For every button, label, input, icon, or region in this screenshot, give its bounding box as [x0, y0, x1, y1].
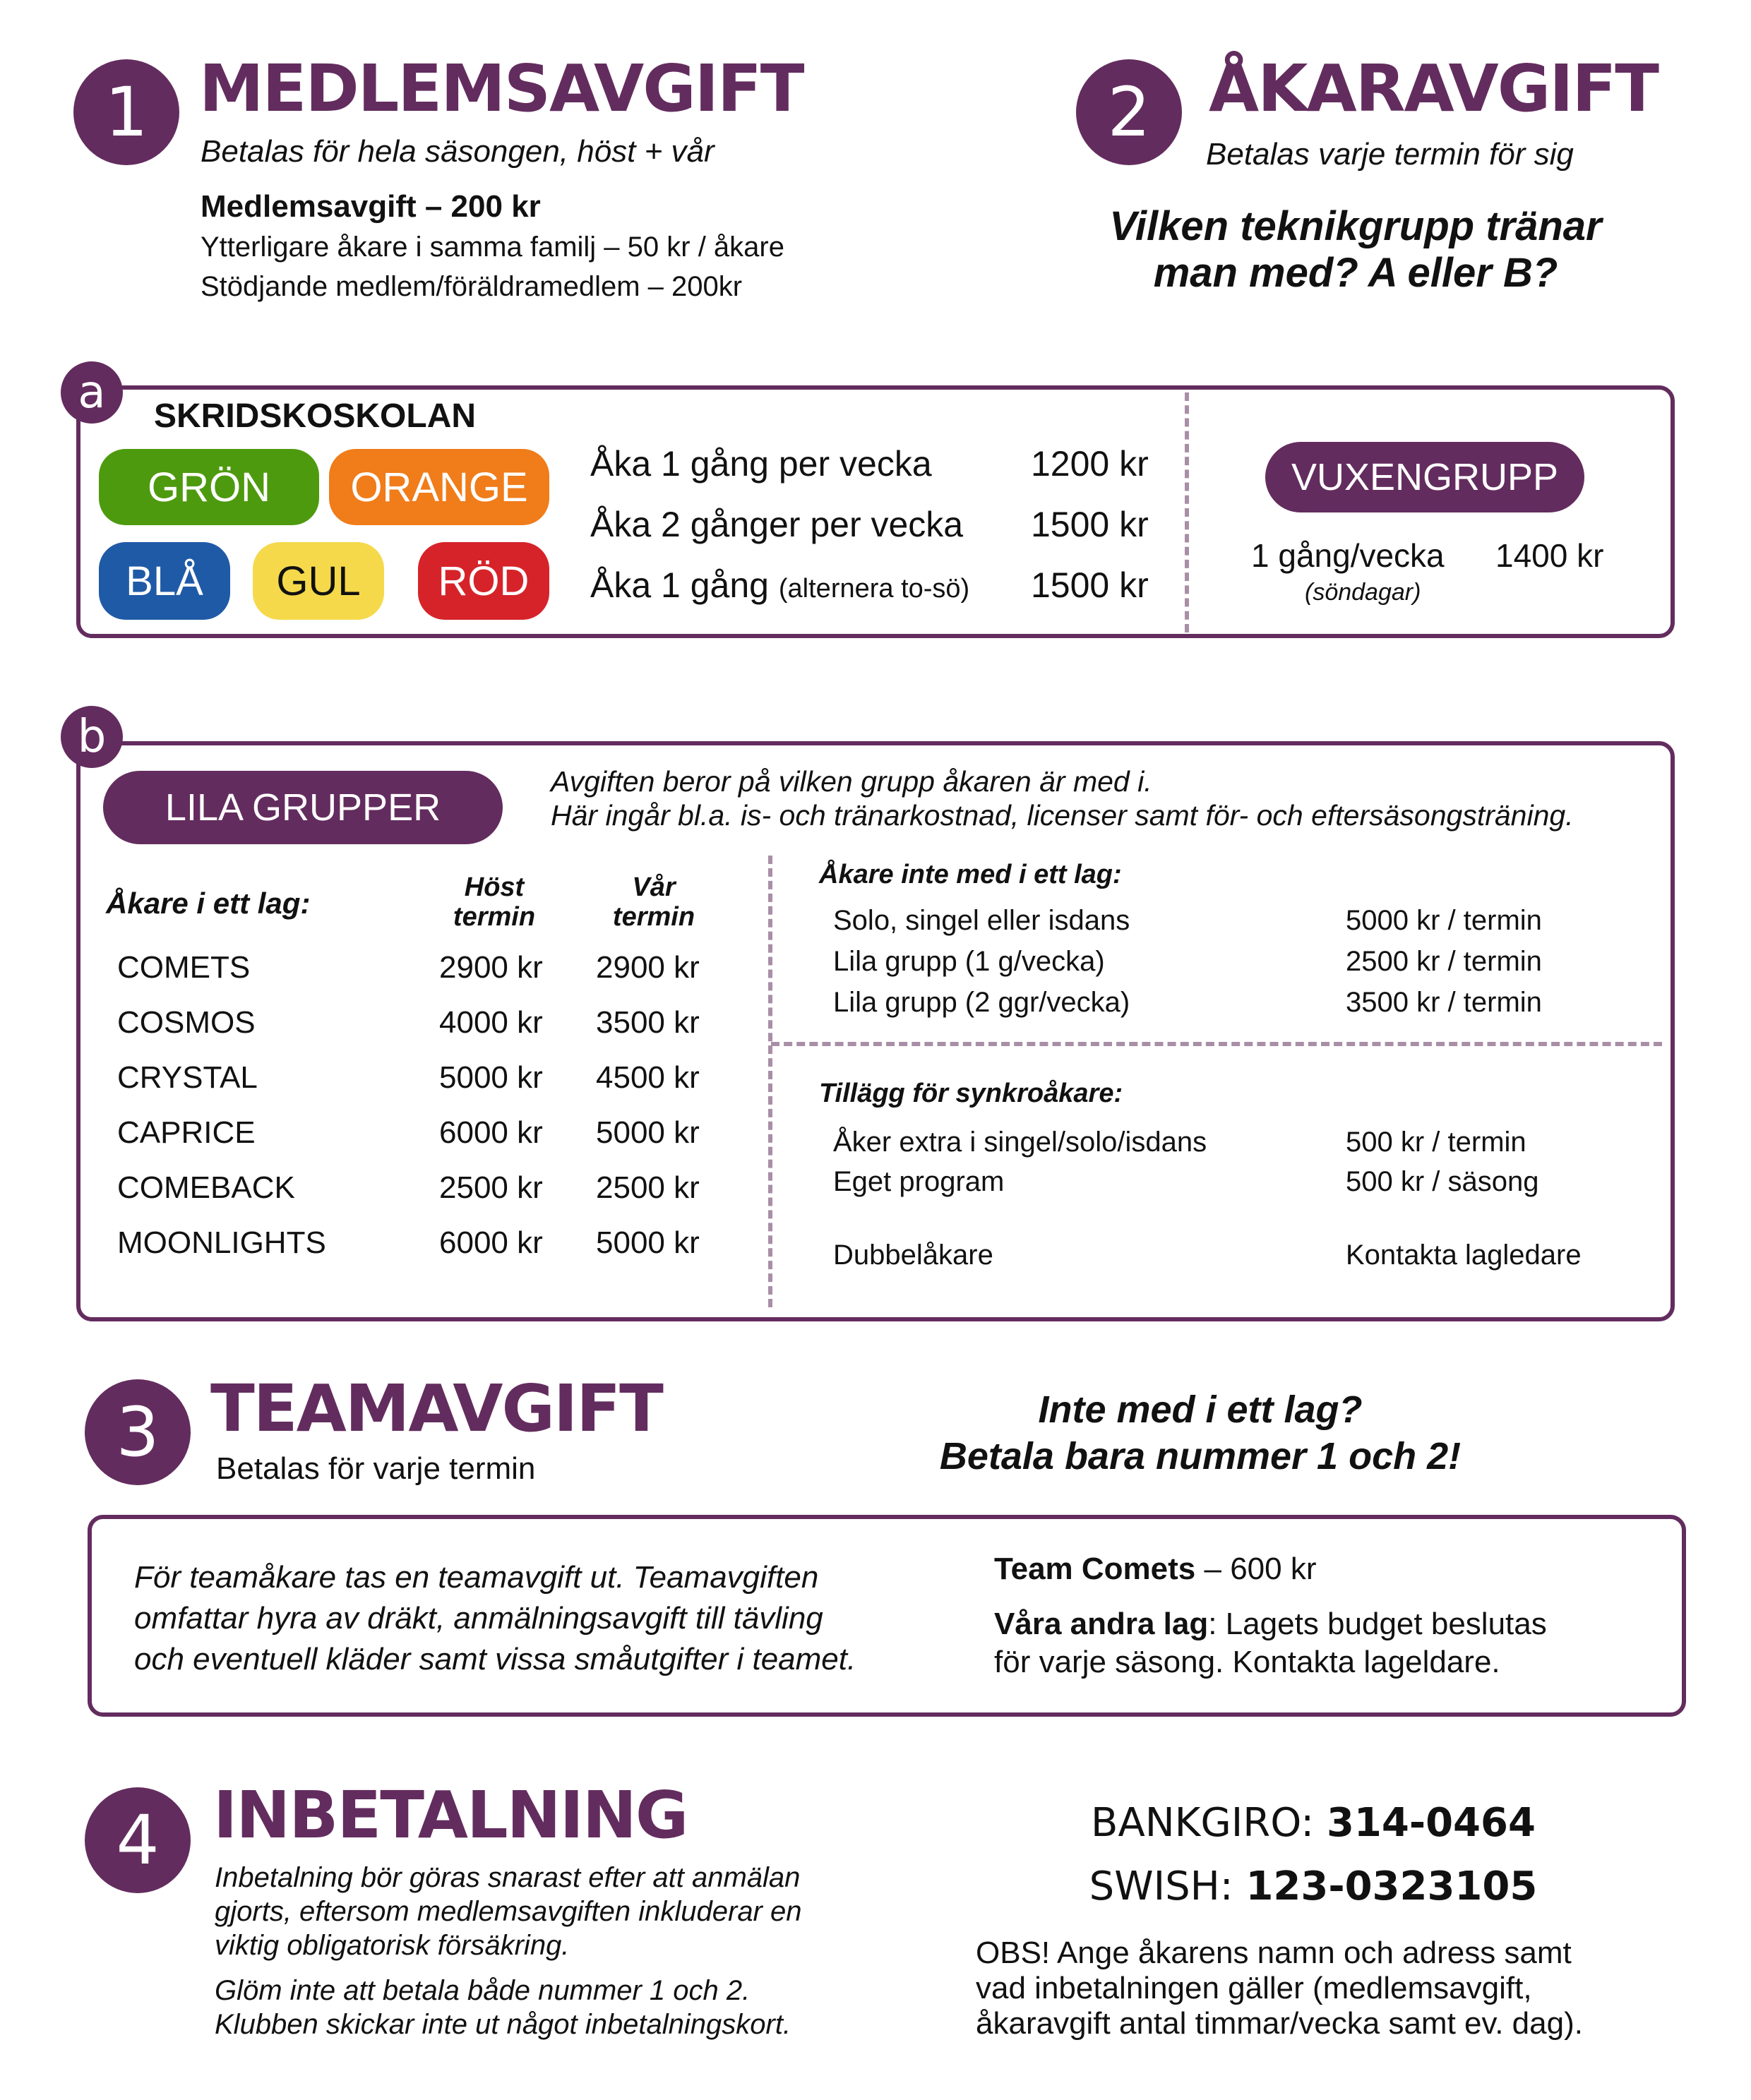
solo-row-1-price: 5000 kr / termin [1346, 905, 1542, 936]
section-number-1: 1 [73, 59, 179, 165]
team-spring-fee: 5000 kr [596, 1115, 700, 1150]
level-pill-orange [329, 449, 549, 525]
school-divider [1185, 392, 1189, 632]
solo-skaters-heading: Åkare inte med i ett lag: [819, 860, 1122, 889]
team-fall-fee: 2900 kr [439, 950, 543, 985]
team-fee-description [134, 1557, 856, 1680]
letter-b-badge: b [61, 706, 123, 768]
payment-reminder [215, 1974, 791, 2041]
payment-obs-line-2: vad inbetalningen gäller (medlemsavgift, [976, 1971, 1532, 2005]
school-row-2-label: Åka 2 gånger per vecka [590, 505, 964, 544]
purple-groups-label: LILA GRUPPER [165, 786, 441, 829]
payment-reminder-line-2: Klubben skickar inte ut något inbetalningskort. [215, 2009, 791, 2040]
purple-groups-pill [103, 771, 503, 844]
team-spring-fee: 3500 kr [596, 1005, 700, 1040]
solo-row-3-price: 3500 kr / termin [1346, 987, 1542, 1018]
fall-term-header-line-1: Höst [464, 872, 525, 902]
team-fee-description-line-3: och eventuell kläder samt vissa småutgifter i teamet. [134, 1642, 856, 1676]
school-row-3-label: Åka 1 gång [590, 565, 769, 605]
skater-fee-subtitle: Betalas varje termin för sig [1206, 137, 1574, 172]
membership-subtitle: Betalas för hela säsongen, höst + vår [201, 134, 715, 169]
team-fall-fee: 5000 kr [439, 1060, 543, 1095]
team-fee-note-line-1: Inte med i ett lag? [1038, 1388, 1363, 1431]
swish-line [946, 1864, 1680, 1909]
solo-row-2-price: 2500 kr / termin [1346, 946, 1542, 977]
team-name: MOONLIGHTS [117, 1225, 326, 1260]
solo-row-1-label: Solo, singel eller isdans [833, 905, 1130, 936]
other-teams-fee [994, 1605, 1547, 1681]
school-row-1-price: 1200 kr [1031, 444, 1149, 484]
question-line-1: Vilken teknikgrupp tränar [1109, 203, 1602, 249]
level-label-orange: ORANGE [350, 464, 528, 510]
team-fee-description-line-2: omfattar hyra av dräkt, anmälningsavgift till tävling [134, 1601, 823, 1636]
purple-groups-vertical-divider [768, 856, 772, 1307]
swish-label: SWISH: [1089, 1864, 1246, 1909]
other-teams-text-2: för varje säsong. Kontakta lageldare. [994, 1645, 1500, 1679]
fall-term-header-line-2: termin [453, 902, 536, 932]
purple-intro-1: Avgiften beror på vilken grupp åkaren är med i. [551, 765, 1152, 798]
adult-price: 1400 kr [1495, 537, 1604, 574]
section-number-2: 2 [1076, 59, 1182, 165]
purple-intro-2: Här ingår bl.a. is- och tränarkostnad, licenser samt för- och eftersäsongsträning. [551, 799, 1574, 832]
team-fee-subtitle: Betalas för varje termin [216, 1451, 536, 1486]
synchro-heading: Tillägg för synkroåkare: [819, 1079, 1123, 1108]
team-spring-fee: 5000 kr [596, 1225, 700, 1260]
bankgiro-number: 314-0464 [1326, 1800, 1536, 1846]
level-pill-green [99, 449, 319, 525]
payment-instructions-line-3: viktig obligatorisk försäkring. [215, 1930, 570, 1961]
level-label-red: RÖD [438, 558, 530, 604]
school-row-2-price: 1500 kr [1031, 505, 1149, 544]
team-name: COSMOS [117, 1005, 256, 1040]
level-pill-red [418, 542, 549, 620]
purple-groups-horizontal-divider [771, 1042, 1662, 1046]
level-label-blue: BLÅ [126, 558, 203, 604]
team-comets-fee [994, 1552, 1317, 1587]
question-line-2: man med? A eller B? [1153, 250, 1558, 296]
team-name: COMETS [117, 950, 251, 985]
other-teams-label: Våra andra lag [994, 1607, 1209, 1641]
technique-group-question [1017, 203, 1695, 296]
synchro-row-3-price: Kontakta lagledare [1346, 1240, 1582, 1271]
spring-term-header [583, 872, 724, 932]
team-comets-price: – 600 kr [1195, 1552, 1317, 1586]
letter-a-badge: a [61, 361, 123, 424]
team-name: COMEBACK [117, 1170, 295, 1205]
synchro-row-2-label: Eget program [833, 1166, 1005, 1197]
swish-number: 123-0323105 [1245, 1864, 1538, 1909]
team-spring-fee: 2900 kr [596, 950, 700, 985]
section-title-team-fee: TEAMAVGIFT [210, 1371, 662, 1446]
school-row-3 [590, 565, 969, 606]
spring-term-header-line-1: Vår [632, 872, 676, 902]
adult-group-pill [1265, 442, 1584, 512]
membership-fee: Medlemsavgift – 200 kr [201, 189, 541, 224]
adult-frequency: 1 gång/vecka [1251, 537, 1445, 574]
team-fall-fee: 4000 kr [439, 1005, 543, 1040]
adult-note: (söndagar) [1305, 579, 1421, 606]
school-row-3-price: 1500 kr [1031, 565, 1149, 605]
spring-term-header-line-2: termin [612, 902, 695, 932]
team-fall-fee: 6000 kr [439, 1225, 543, 1260]
payment-obs-note [976, 1936, 1583, 2041]
section-title-membership: MEDLEMSAVGIFT [199, 51, 803, 126]
team-comets-label: Team Comets [994, 1552, 1196, 1586]
synchro-row-2-price: 500 kr / säsong [1346, 1166, 1539, 1197]
payment-obs-line-1: OBS! Ange åkarens namn och adress samt [976, 1936, 1572, 1970]
bankgiro-label: BANKGIRO: [1091, 1800, 1327, 1846]
synchro-row-1-label: Åker extra i singel/solo/isdans [833, 1127, 1207, 1158]
section-number-4: 4 [85, 1787, 191, 1893]
school-row-1-label: Åka 1 gång per vecka [590, 444, 932, 484]
team-fee-description-line-1: För teamåkare tas en teamavgift ut. Teamavgiften [134, 1560, 819, 1595]
payment-instructions-line-1: Inbetalning bör göras snarast efter att anmälan [215, 1862, 801, 1893]
membership-support-line: Stödjande medlem/föräldramedlem – 200kr [201, 271, 743, 302]
team-skaters-heading: Åkare i ett lag: [106, 887, 311, 920]
team-fall-fee: 2500 kr [439, 1170, 543, 1205]
team-name: CAPRICE [117, 1115, 256, 1150]
synchro-row-1-price: 500 kr / termin [1346, 1127, 1526, 1158]
synchro-row-3-label: Dubbelåkare [833, 1240, 993, 1271]
level-pill-yellow [253, 542, 384, 620]
other-teams-text: : Lagets budget beslutas [1208, 1607, 1547, 1641]
team-fee-note [918, 1386, 1483, 1480]
adult-group-label: VUXENGRUPP [1291, 456, 1559, 498]
level-label-yellow: GUL [276, 558, 361, 604]
solo-row-2-label: Lila grupp (1 g/vecka) [833, 946, 1105, 977]
membership-extra-line: Ytterligare åkare i samma familj – 50 kr / åkare [201, 232, 784, 263]
school-row-3-note: (alternera to-sö) [778, 574, 970, 604]
team-spring-fee: 2500 kr [596, 1170, 700, 1205]
fall-term-header [424, 872, 565, 932]
section-number-3: 3 [85, 1379, 191, 1485]
team-spring-fee: 4500 kr [596, 1060, 700, 1095]
team-fall-fee: 6000 kr [439, 1115, 543, 1150]
section-title-skater-fee: ÅKARAVGIFT [1209, 51, 1659, 126]
payment-instructions [215, 1861, 801, 1962]
payment-instructions-line-2: gjorts, eftersom medlemsavgiften inkluderar en [215, 1896, 802, 1927]
payment-reminder-line-1: Glöm inte att betala både nummer 1 och 2. [215, 1975, 751, 2006]
section-title-payment: INBETALNING [213, 1777, 688, 1853]
solo-row-3-label: Lila grupp (2 ggr/vecka) [833, 987, 1130, 1018]
team-fee-note-line-2: Betala bara nummer 1 och 2! [939, 1435, 1462, 1477]
team-name: CRYSTAL [117, 1060, 258, 1095]
level-label-green: GRÖN [148, 464, 270, 510]
level-pill-blue [99, 542, 230, 620]
payment-obs-line-3: åkaravgift antal timmar/vecka samt ev. dag). [976, 2006, 1583, 2041]
bankgiro-line [946, 1800, 1680, 1846]
skating-school-heading: SKRIDSKOSKOLAN [154, 397, 477, 435]
